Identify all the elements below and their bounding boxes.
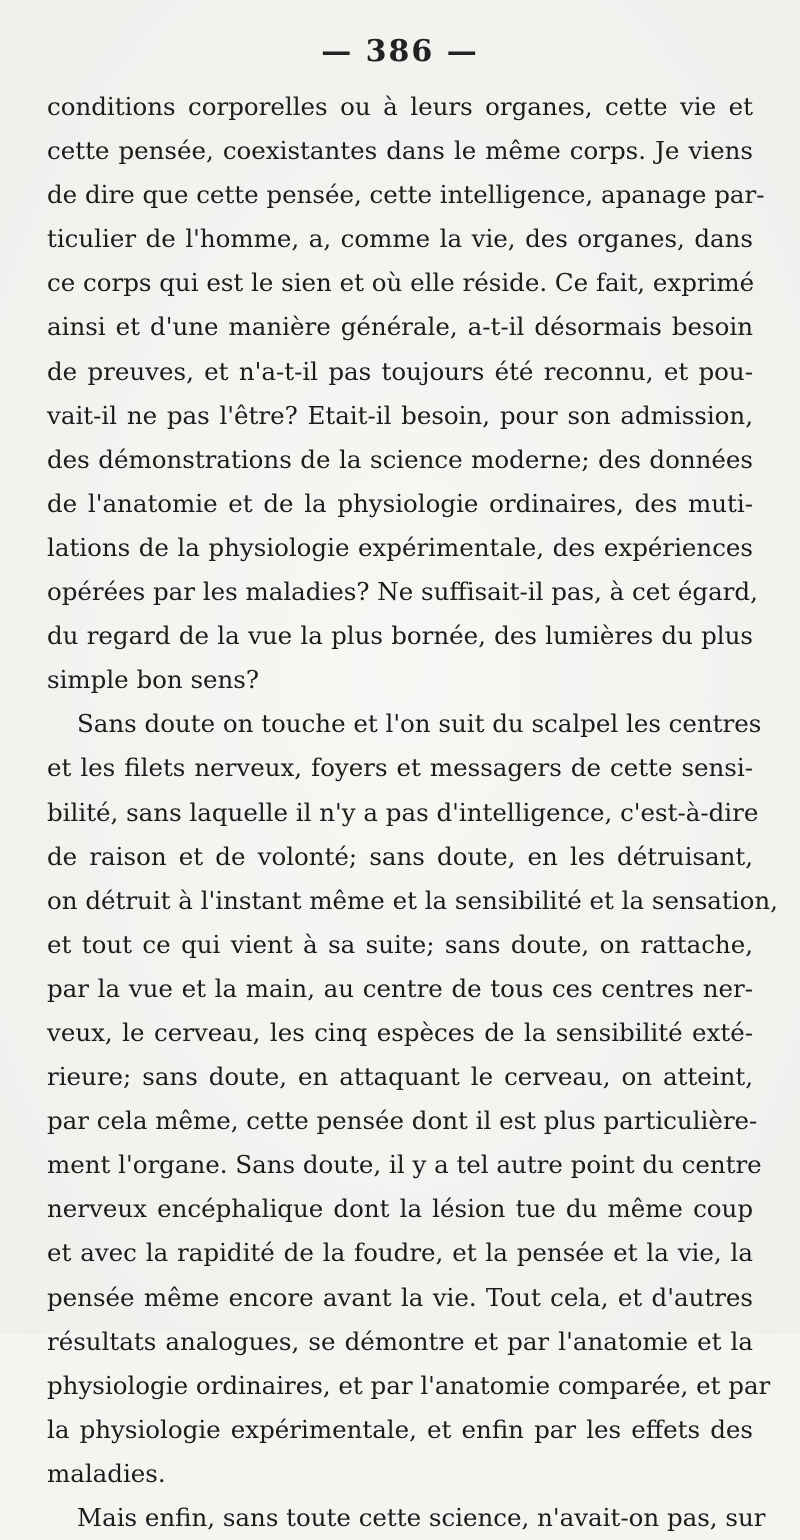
paragraph (47, 702, 778, 1496)
text-line: et les filets nerveux, foyers et messagers de cette sensi- (47, 753, 753, 783)
text-line: par la vue et la main, au centre de tous ces centres ner- (47, 973, 753, 1003)
text-line: de raison et de volonté; sans doute, en les détruisant, (47, 841, 753, 871)
text-line: simple bon sens? (47, 665, 260, 695)
text-line: des démonstrations de la science moderne; des données (47, 444, 753, 474)
text-line: ment l'organe. Sans doute, il y a tel autre point du centre (47, 1150, 762, 1180)
text-line: de l'anatomie et de la physiologie ordinaires, des muti- (47, 488, 753, 518)
text-line: nerveux encéphalique dont la lésion tue du même coup (47, 1194, 753, 1224)
text-line: Sans doute on touche et l'on suit du scalpel les centres (77, 709, 762, 739)
text-line: cette pensée, coexistantes dans le même corps. Je viens (47, 136, 753, 166)
text-line: vait-il ne pas l'être? Etait-il besoin, pour son admission, (47, 400, 753, 430)
text-line: ticulier de l'homme, a, comme la vie, des organes, dans (47, 224, 753, 254)
text-line: du regard de la vue la plus bornée, des lumières du plus (47, 621, 753, 651)
text-line: opérées par les maladies? Ne suffisait-il pas, à cet égard, (47, 577, 758, 607)
text-line: veux, le cerveau, les cinq espèces de la sensibilité exté- (47, 1017, 753, 1047)
text-line: et tout ce qui vient à sa suite; sans doute, on rattache, (47, 929, 753, 959)
body-text (47, 85, 778, 1540)
text-line: et avec la rapidité de la foudre, et la pensée et la vie, la (47, 1238, 753, 1268)
text-line: ainsi et d'une manière générale, a-t-il désormais besoin (47, 312, 753, 342)
text-line: conditions corporelles ou à leurs organes, cette vie et (47, 92, 753, 121)
text-line: Mais enfin, sans toute cette science, n'avait-on pas, sur (77, 1503, 766, 1532)
text-line: on détruit à l'instant même et la sensibilité et la sensation, (47, 885, 778, 915)
text-line: physiologie ordinaires, et par l'anatomie comparée, et par (47, 1370, 771, 1400)
text-line: par cela même, cette pensée dont il est plus particulière- (47, 1106, 758, 1136)
text-line: pensée même encore avant la vie. Tout cela, et d'autres (47, 1282, 753, 1312)
text-line: bilité, sans laquelle il n'y a pas d'intelligence, c'est-à-dire (47, 797, 759, 827)
text-line: ce corps qui est le sien et où elle réside. Ce fait, exprimé (47, 268, 755, 298)
text-line: rieure; sans doute, en attaquant le cerveau, on atteint, (47, 1062, 753, 1092)
text-line: de preuves, et n'a-t-il pas toujours été reconnu, et pou- (47, 356, 753, 386)
page-number-header: — 386 — (321, 34, 479, 69)
text-line: lations de la physiologie expérimentale, des expériences (47, 532, 753, 562)
text-line: la physiologie expérimentale, et enfin par les effets des (47, 1414, 753, 1444)
paragraph (47, 85, 765, 702)
text-line: de dire que cette pensée, cette intelligence, apanage par- (47, 180, 765, 210)
paragraph (47, 1496, 766, 1540)
text-line: maladies. (47, 1458, 166, 1488)
text-line: résultats analogues, se démontre et par l'anatomie et la (47, 1326, 753, 1356)
